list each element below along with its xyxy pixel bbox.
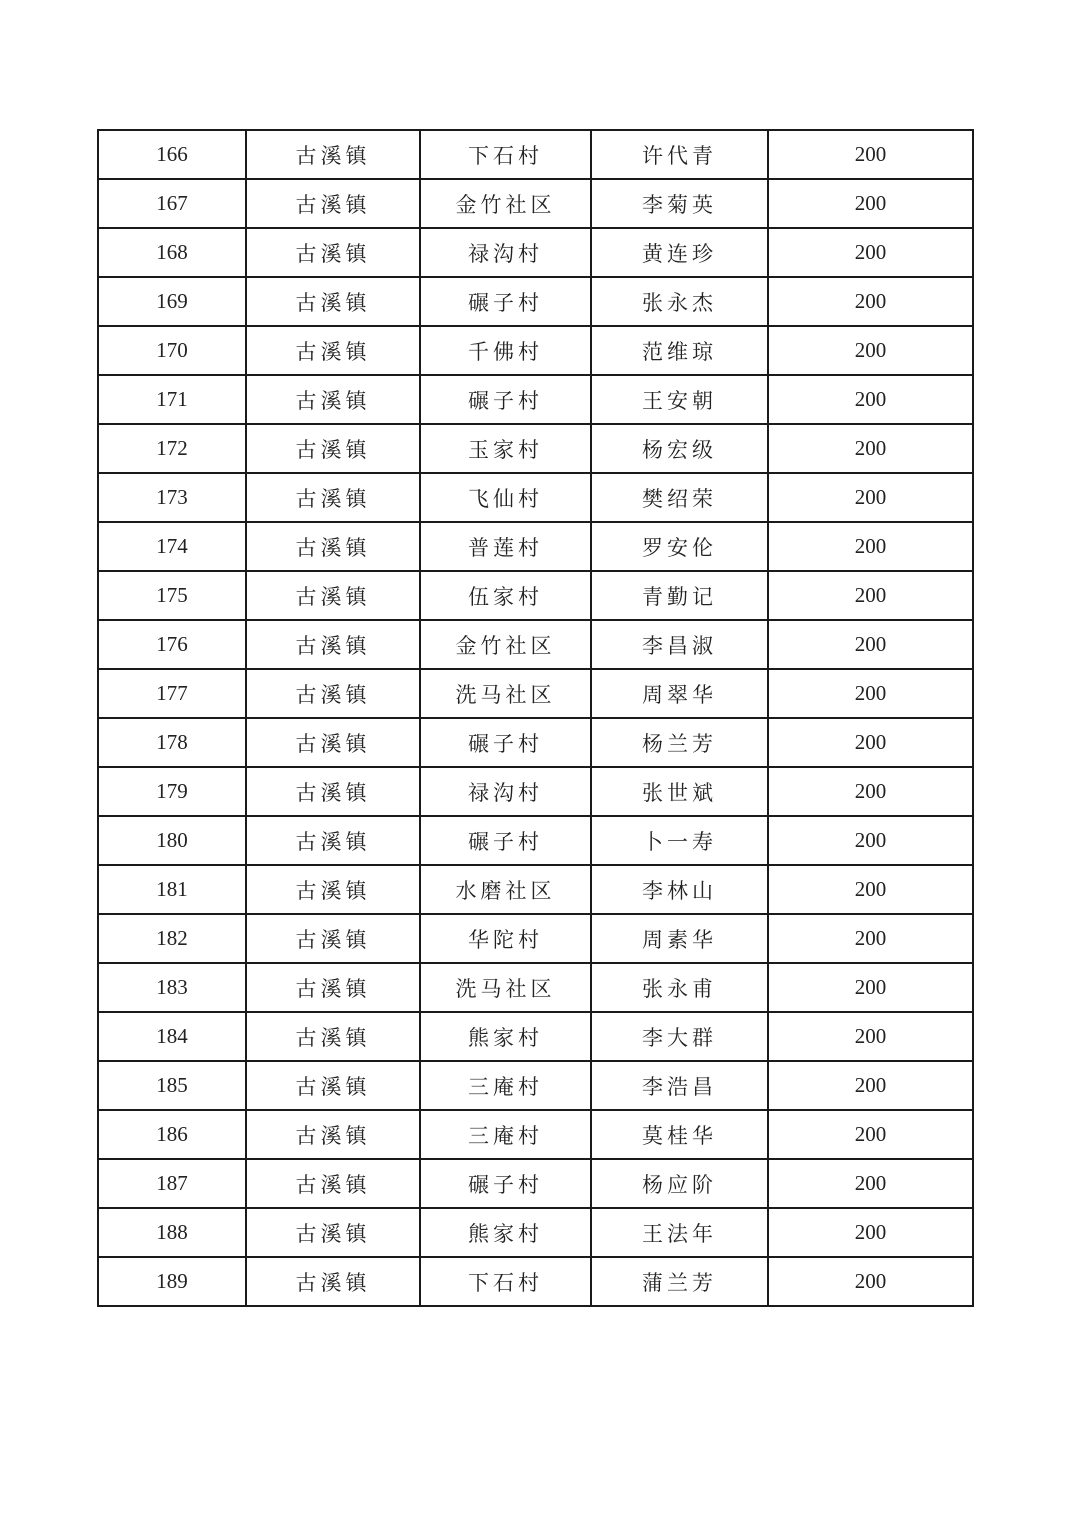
table-row <box>98 522 973 571</box>
table-row <box>98 326 973 375</box>
town-cell: 古溪镇 <box>246 424 420 473</box>
village-cell: 碾子村 <box>420 718 591 767</box>
table-row <box>98 767 973 816</box>
table-row <box>98 424 973 473</box>
table-row <box>98 914 973 963</box>
person-name-cell: 周翠华 <box>591 669 768 718</box>
village-cell: 三庵村 <box>420 1110 591 1159</box>
amount-cell: 200 <box>768 669 973 718</box>
person-name-cell: 张世斌 <box>591 767 768 816</box>
row-number-cell: 181 <box>98 865 246 914</box>
town-cell: 古溪镇 <box>246 522 420 571</box>
person-name-cell: 许代青 <box>591 130 768 179</box>
row-number-cell: 166 <box>98 130 246 179</box>
village-cell: 三庵村 <box>420 1061 591 1110</box>
town-cell: 古溪镇 <box>246 473 420 522</box>
town-cell: 古溪镇 <box>246 1012 420 1061</box>
village-cell: 熊家村 <box>420 1012 591 1061</box>
table-row <box>98 375 973 424</box>
row-number-cell: 167 <box>98 179 246 228</box>
town-cell: 古溪镇 <box>246 228 420 277</box>
row-number-cell: 170 <box>98 326 246 375</box>
town-cell: 古溪镇 <box>246 326 420 375</box>
village-cell: 华陀村 <box>420 914 591 963</box>
amount-cell: 200 <box>768 277 973 326</box>
person-name-cell: 黄连珍 <box>591 228 768 277</box>
person-name-cell: 王法年 <box>591 1208 768 1257</box>
table-row <box>98 473 973 522</box>
table-row <box>98 1257 973 1306</box>
row-number-cell: 176 <box>98 620 246 669</box>
person-name-cell: 周素华 <box>591 914 768 963</box>
village-cell: 洗马社区 <box>420 669 591 718</box>
table-row <box>98 718 973 767</box>
row-number-cell: 184 <box>98 1012 246 1061</box>
table-row <box>98 669 973 718</box>
town-cell: 古溪镇 <box>246 1110 420 1159</box>
table-row <box>98 130 973 179</box>
row-number-cell: 187 <box>98 1159 246 1208</box>
village-cell: 碾子村 <box>420 816 591 865</box>
row-number-cell: 180 <box>98 816 246 865</box>
amount-cell: 200 <box>768 424 973 473</box>
village-cell: 金竹社区 <box>420 179 591 228</box>
town-cell: 古溪镇 <box>246 914 420 963</box>
roster-table <box>97 129 974 1307</box>
village-cell: 玉家村 <box>420 424 591 473</box>
village-cell: 千佛村 <box>420 326 591 375</box>
amount-cell: 200 <box>768 1257 973 1306</box>
table-row <box>98 1012 973 1061</box>
row-number-cell: 189 <box>98 1257 246 1306</box>
village-cell: 碾子村 <box>420 375 591 424</box>
row-number-cell: 179 <box>98 767 246 816</box>
amount-cell: 200 <box>768 228 973 277</box>
town-cell: 古溪镇 <box>246 1061 420 1110</box>
town-cell: 古溪镇 <box>246 865 420 914</box>
person-name-cell: 杨应阶 <box>591 1159 768 1208</box>
person-name-cell: 卜一寿 <box>591 816 768 865</box>
row-number-cell: 171 <box>98 375 246 424</box>
table-row <box>98 963 973 1012</box>
person-name-cell: 青勤记 <box>591 571 768 620</box>
village-cell: 禄沟村 <box>420 767 591 816</box>
table-row <box>98 1061 973 1110</box>
amount-cell: 200 <box>768 1012 973 1061</box>
person-name-cell: 张永杰 <box>591 277 768 326</box>
person-name-cell: 李昌淑 <box>591 620 768 669</box>
row-number-cell: 185 <box>98 1061 246 1110</box>
village-cell: 碾子村 <box>420 1159 591 1208</box>
amount-cell: 200 <box>768 473 973 522</box>
person-name-cell: 杨宏级 <box>591 424 768 473</box>
amount-cell: 200 <box>768 179 973 228</box>
person-name-cell: 李大群 <box>591 1012 768 1061</box>
amount-cell: 200 <box>768 718 973 767</box>
town-cell: 古溪镇 <box>246 718 420 767</box>
amount-cell: 200 <box>768 1159 973 1208</box>
village-cell: 禄沟村 <box>420 228 591 277</box>
row-number-cell: 186 <box>98 1110 246 1159</box>
row-number-cell: 174 <box>98 522 246 571</box>
amount-cell: 200 <box>768 620 973 669</box>
village-cell: 普莲村 <box>420 522 591 571</box>
village-cell: 金竹社区 <box>420 620 591 669</box>
village-cell: 水磨社区 <box>420 865 591 914</box>
person-name-cell: 莫桂华 <box>591 1110 768 1159</box>
amount-cell: 200 <box>768 571 973 620</box>
amount-cell: 200 <box>768 522 973 571</box>
person-name-cell: 张永甫 <box>591 963 768 1012</box>
row-number-cell: 177 <box>98 669 246 718</box>
town-cell: 古溪镇 <box>246 963 420 1012</box>
village-cell: 下石村 <box>420 1257 591 1306</box>
table-row <box>98 228 973 277</box>
table-row <box>98 1110 973 1159</box>
town-cell: 古溪镇 <box>246 620 420 669</box>
town-cell: 古溪镇 <box>246 277 420 326</box>
amount-cell: 200 <box>768 865 973 914</box>
town-cell: 古溪镇 <box>246 1208 420 1257</box>
village-cell: 碾子村 <box>420 277 591 326</box>
amount-cell: 200 <box>768 914 973 963</box>
amount-cell: 200 <box>768 963 973 1012</box>
table-row <box>98 277 973 326</box>
roster-table-body <box>98 130 973 1306</box>
town-cell: 古溪镇 <box>246 179 420 228</box>
town-cell: 古溪镇 <box>246 571 420 620</box>
person-name-cell: 李林山 <box>591 865 768 914</box>
row-number-cell: 188 <box>98 1208 246 1257</box>
row-number-cell: 169 <box>98 277 246 326</box>
town-cell: 古溪镇 <box>246 816 420 865</box>
village-cell: 熊家村 <box>420 1208 591 1257</box>
town-cell: 古溪镇 <box>246 130 420 179</box>
village-cell: 伍家村 <box>420 571 591 620</box>
row-number-cell: 175 <box>98 571 246 620</box>
person-name-cell: 樊绍荣 <box>591 473 768 522</box>
town-cell: 古溪镇 <box>246 1257 420 1306</box>
row-number-cell: 173 <box>98 473 246 522</box>
amount-cell: 200 <box>768 1208 973 1257</box>
amount-cell: 200 <box>768 1061 973 1110</box>
village-cell: 飞仙村 <box>420 473 591 522</box>
table-row <box>98 865 973 914</box>
town-cell: 古溪镇 <box>246 669 420 718</box>
table-row <box>98 179 973 228</box>
row-number-cell: 182 <box>98 914 246 963</box>
table-row <box>98 620 973 669</box>
amount-cell: 200 <box>768 1110 973 1159</box>
row-number-cell: 168 <box>98 228 246 277</box>
village-cell: 下石村 <box>420 130 591 179</box>
person-name-cell: 蒲兰芳 <box>591 1257 768 1306</box>
person-name-cell: 李菊英 <box>591 179 768 228</box>
town-cell: 古溪镇 <box>246 767 420 816</box>
amount-cell: 200 <box>768 767 973 816</box>
row-number-cell: 183 <box>98 963 246 1012</box>
amount-cell: 200 <box>768 816 973 865</box>
row-number-cell: 172 <box>98 424 246 473</box>
amount-cell: 200 <box>768 375 973 424</box>
amount-cell: 200 <box>768 326 973 375</box>
table-row <box>98 1208 973 1257</box>
table-row <box>98 571 973 620</box>
row-number-cell: 178 <box>98 718 246 767</box>
person-name-cell: 王安朝 <box>591 375 768 424</box>
town-cell: 古溪镇 <box>246 375 420 424</box>
amount-cell: 200 <box>768 130 973 179</box>
table-row <box>98 1159 973 1208</box>
table-row <box>98 816 973 865</box>
person-name-cell: 罗安伦 <box>591 522 768 571</box>
village-cell: 洗马社区 <box>420 963 591 1012</box>
person-name-cell: 李浩昌 <box>591 1061 768 1110</box>
person-name-cell: 范维琼 <box>591 326 768 375</box>
town-cell: 古溪镇 <box>246 1159 420 1208</box>
person-name-cell: 杨兰芳 <box>591 718 768 767</box>
